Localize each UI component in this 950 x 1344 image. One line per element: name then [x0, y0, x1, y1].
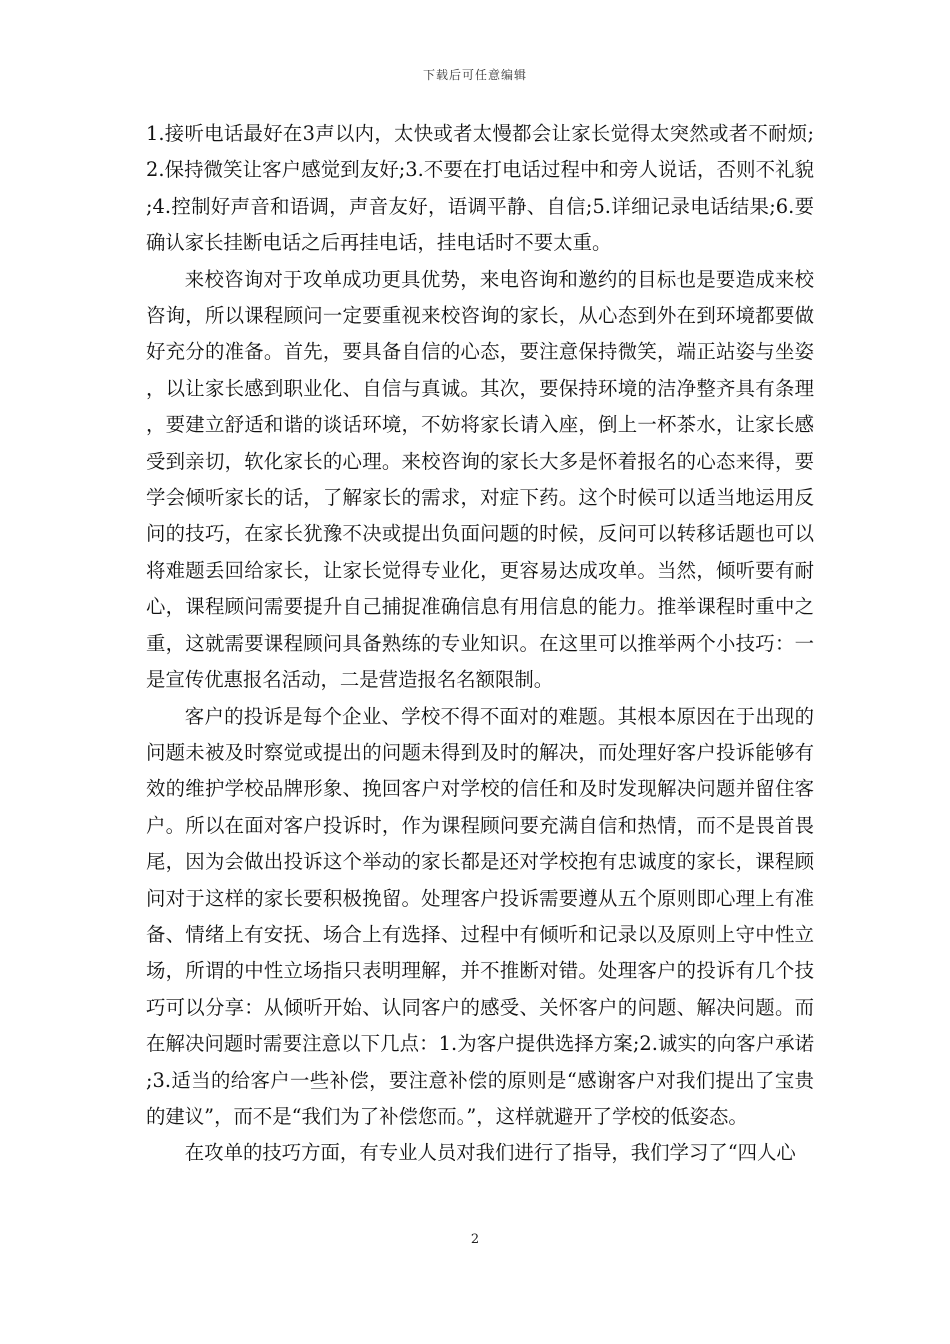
paragraph-customer-complaints: 客户的投诉是每个企业、学校不得不面对的难题。其根本原因在于出现的问题未被及时察觉或提出的问题未得到及时的解决，而处理好客户投诉能够有效的维护学校品牌形象、挽回客户对学校的信任和及时发现解决问题并留住客户。所以在面对客户投诉时，作为课程顾问要充满自信和热情，而不是畏首畏尾，因为会做出投诉这个举动的家长都是还对学校抱有忠诚度的家长，课程顾问对于这样的家长要积极挽留。处理客户投诉需要遵从五个原则即心理上有准备、情绪上有安抚、场合上有选择、过程中有倾听和记录以及原则上守中性立场，所谓的中性立场指只表明理解，并不推断对错。处理客户的投诉有几个技巧可以分享：从倾听开始、认同客户的感受、关怀客户的问题、解决问题。而在解决问题时需要注意以下几点：1.为客户提供选择方案;2.诚实的向客户承诺;3.适当的给客户一些补偿，要注意补偿的原则是“感谢客户对我们提出了宝贵的建议”，而不是“我们为了补偿您而。”，这样就避开了学校的低姿态。	[146, 704, 814, 1128]
paragraph-campus-consultation: 来校咨询对于攻单成功更具优势，来电咨询和邀约的目标也是要造成来校咨询，所以课程顾问一定要重视来校咨询的家长，从心态到外在到环境都要做好充分的准备。首先，要具备自信的心态，要注意保持微笑，端正站姿与坐姿，以让家长感到职业化、自信与真诚。其次，要保持环境的洁净整齐具有条理，要建立舒适和谐的谈话环境，不妨将家长请入座，倒上一杯茶水，让家长感受到亲切，软化家长的心理。来校咨询的家长大多是怀着报名的心态来得，要学会倾听家长的话，了解家长的需求，对症下药。这个时候可以适当地运用反问的技巧，在家长犹豫不决或提出负面问题的时候，反问可以转移话题也可以将难题丢回给家长，让家长觉得专业化，更容易达成攻单。当然，倾听要有耐心，课程顾问需要提升自己捕捉准确信息有用信息的能力。推举课程时重中之重，这就需要课程顾问具备熟练的专业知识。在这里可以推举两个小技巧：一是宣传优惠报名活动，二是营造报名名额限制。	[146, 267, 814, 692]
document-body	[146, 116, 814, 1172]
page-header: 下载后可任意编辑	[422, 68, 527, 82]
paragraph-phone-tips: 1.接听电话最好在3声以内，太快或者太慢都会让家长觉得太突然或者不耐烦;2.保持微笑让客户感觉到友好;3.不要在打电话过程中和旁人说话，否则不礼貌;4.控制好声音和语调，声音友好，语调平静、自信;5.详细记录电话结果;6.要确认家长挂断电话之后再挂电话，挂电话时不要太重。	[146, 122, 814, 255]
page-number: 2	[470, 1232, 480, 1247]
paragraph-closing-techniques: 在攻单的技巧方面，有专业人员对我们进行了指导，我们学习了“四人心	[184, 1141, 796, 1165]
